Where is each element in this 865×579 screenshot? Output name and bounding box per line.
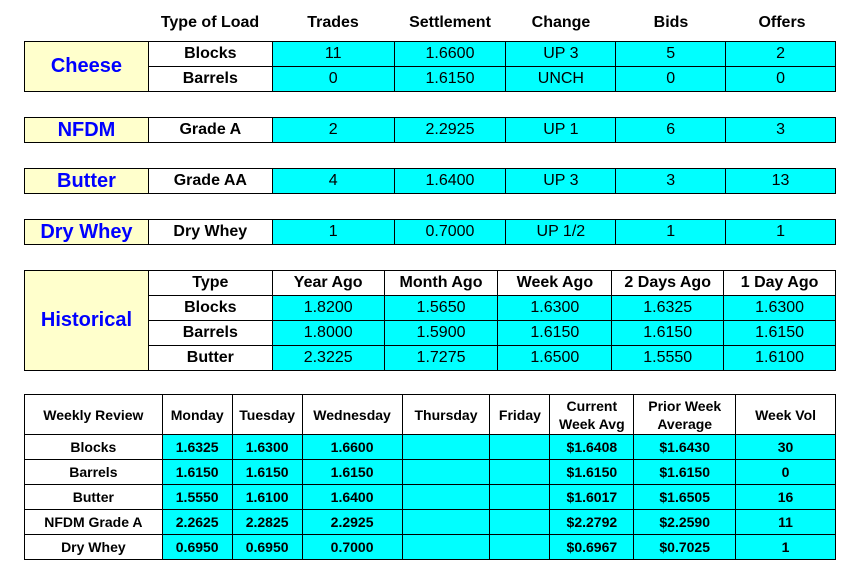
table-row (25, 220, 836, 245)
weekly-cell: $0.6967 (550, 535, 634, 560)
table-row (25, 169, 836, 194)
drywhey-settlement: 0.7000 (394, 220, 506, 245)
butter-trades: 4 (272, 169, 394, 194)
table-row (25, 395, 836, 435)
cheese-table (24, 41, 836, 92)
drywhey-type: Dry Whey (148, 220, 272, 245)
cheese-type: Blocks (148, 42, 272, 67)
nfdm-label: NFDM (25, 118, 149, 143)
weekly-cell: $1.6150 (634, 460, 736, 485)
weekly-header: Thursday (402, 395, 490, 435)
weekly-header: Tuesday (232, 395, 302, 435)
weekly-header: Friday (490, 395, 550, 435)
cheese-change: UNCH (506, 67, 616, 92)
weekly-cell (402, 485, 490, 510)
historical-cell: 1.8000 (272, 321, 384, 346)
historical-header: Type (148, 271, 272, 296)
table-row (25, 118, 836, 143)
historical-cell: 1.6300 (498, 296, 612, 321)
weekly-cell: 0.7000 (302, 535, 402, 560)
weekly-cell: 1.6150 (232, 460, 302, 485)
historical-cell: 1.5550 (612, 346, 724, 371)
column-header-row (148, 10, 838, 36)
historical-cell: 2.3225 (272, 346, 384, 371)
weekly-cell: 1.6325 (162, 435, 232, 460)
historical-header: Month Ago (384, 271, 498, 296)
weekly-cell (402, 510, 490, 535)
drywhey-bids: 1 (616, 220, 726, 245)
table-row (25, 435, 836, 460)
historical-type: Butter (148, 346, 272, 371)
weekly-row-label: Blocks (25, 435, 163, 460)
drywhey-label: Dry Whey (25, 220, 149, 245)
weekly-cell: $1.6430 (634, 435, 736, 460)
historical-header: Week Ago (498, 271, 612, 296)
weekly-cell: $0.7025 (634, 535, 736, 560)
table-row (25, 460, 836, 485)
header-offers: Offers (758, 14, 806, 31)
historical-cell: 1.6300 (724, 296, 836, 321)
weekly-cell: $1.6150 (550, 460, 634, 485)
weekly-cell (402, 460, 490, 485)
table-row (25, 535, 836, 560)
weekly-cell: 1.6150 (302, 460, 402, 485)
butter-label: Butter (25, 169, 149, 194)
table-row (25, 42, 836, 67)
weekly-review-table (24, 394, 836, 560)
cheese-type: Barrels (148, 67, 272, 92)
weekly-cell: 0.6950 (232, 535, 302, 560)
weekly-cell: $2.2590 (634, 510, 736, 535)
historical-cell: 1.6325 (612, 296, 724, 321)
weekly-cell: 1 (736, 535, 836, 560)
nfdm-settlement: 2.2925 (394, 118, 506, 143)
historical-cell: 1.5650 (384, 296, 498, 321)
weekly-cell: $1.6408 (550, 435, 634, 460)
cheese-trades: 0 (272, 67, 394, 92)
weekly-cell: 2.2825 (232, 510, 302, 535)
weekly-header: Weekly Review (25, 395, 163, 435)
weekly-row-label: Butter (25, 485, 163, 510)
weekly-row-label: NFDM Grade A (25, 510, 163, 535)
historical-table (24, 270, 836, 371)
nfdm-trades: 2 (272, 118, 394, 143)
historical-type: Blocks (148, 296, 272, 321)
weekly-cell: 1.6150 (162, 460, 232, 485)
weekly-cell (490, 485, 550, 510)
table-row (25, 271, 836, 296)
weekly-cell: 1.6600 (302, 435, 402, 460)
drywhey-table (24, 219, 836, 245)
historical-cell: 1.8200 (272, 296, 384, 321)
weekly-cell: 16 (736, 485, 836, 510)
weekly-cell: 0.6950 (162, 535, 232, 560)
nfdm-offers: 3 (726, 118, 836, 143)
weekly-cell (402, 535, 490, 560)
historical-cell: 1.6150 (612, 321, 724, 346)
historical-cell: 1.7275 (384, 346, 498, 371)
drywhey-change: UP 1/2 (506, 220, 616, 245)
weekly-cell: 1.6300 (232, 435, 302, 460)
header-change: Change (531, 14, 591, 31)
weekly-cell (490, 510, 550, 535)
nfdm-type: Grade A (148, 118, 272, 143)
weekly-cell: $2.2792 (550, 510, 634, 535)
historical-cell: 1.6150 (498, 321, 612, 346)
butter-bids: 3 (616, 169, 726, 194)
cheese-settlement: 1.6600 (394, 42, 506, 67)
header-settlement: Settlement (409, 14, 491, 31)
weekly-header: Week Vol (736, 395, 836, 435)
table-row (25, 485, 836, 510)
historical-cell: 1.6100 (724, 346, 836, 371)
nfdm-bids: 6 (616, 118, 726, 143)
nfdm-table (24, 117, 836, 143)
historical-header: 2 Days Ago (612, 271, 724, 296)
historical-type: Barrels (148, 321, 272, 346)
weekly-cell: 1.6100 (232, 485, 302, 510)
butter-change: UP 3 (506, 169, 616, 194)
cheese-offers: 2 (726, 42, 836, 67)
butter-offers: 13 (726, 169, 836, 194)
cheese-label: Cheese (25, 42, 149, 92)
historical-cell: 1.6150 (724, 321, 836, 346)
weekly-row-label: Barrels (25, 460, 163, 485)
cheese-change: UP 3 (506, 42, 616, 67)
cheese-bids: 5 (616, 42, 726, 67)
weekly-cell (490, 535, 550, 560)
weekly-header: Current Week Avg (550, 395, 634, 435)
weekly-header: Wednesday (302, 395, 402, 435)
weekly-cell: 2.2625 (162, 510, 232, 535)
weekly-cell: 30 (736, 435, 836, 460)
butter-table (24, 168, 836, 194)
historical-header: Year Ago (272, 271, 384, 296)
cheese-offers: 0 (726, 67, 836, 92)
butter-type: Grade AA (148, 169, 272, 194)
header-type-of-load: Type of Load (160, 14, 260, 31)
weekly-row-label: Dry Whey (25, 535, 163, 560)
weekly-cell: 1.5550 (162, 485, 232, 510)
cheese-trades: 11 (272, 42, 394, 67)
weekly-header: Monday (162, 395, 232, 435)
historical-header: 1 Day Ago (724, 271, 836, 296)
historical-cell: 1.6500 (498, 346, 612, 371)
cheese-settlement: 1.6150 (394, 67, 506, 92)
weekly-cell: 2.2925 (302, 510, 402, 535)
weekly-cell: 11 (736, 510, 836, 535)
butter-settlement: 1.6400 (394, 169, 506, 194)
historical-label: Historical (25, 271, 149, 371)
drywhey-offers: 1 (726, 220, 836, 245)
weekly-cell (490, 435, 550, 460)
weekly-cell (402, 435, 490, 460)
weekly-cell: 1.6400 (302, 485, 402, 510)
drywhey-trades: 1 (272, 220, 394, 245)
weekly-header: Prior Week Average (634, 395, 736, 435)
header-trades: Trades (307, 14, 359, 31)
weekly-cell (490, 460, 550, 485)
historical-cell: 1.5900 (384, 321, 498, 346)
weekly-cell: $1.6505 (634, 485, 736, 510)
cheese-bids: 0 (616, 67, 726, 92)
weekly-cell: 0 (736, 460, 836, 485)
weekly-cell: $1.6017 (550, 485, 634, 510)
table-row (25, 510, 836, 535)
nfdm-change: UP 1 (506, 118, 616, 143)
header-bids: Bids (653, 14, 689, 31)
